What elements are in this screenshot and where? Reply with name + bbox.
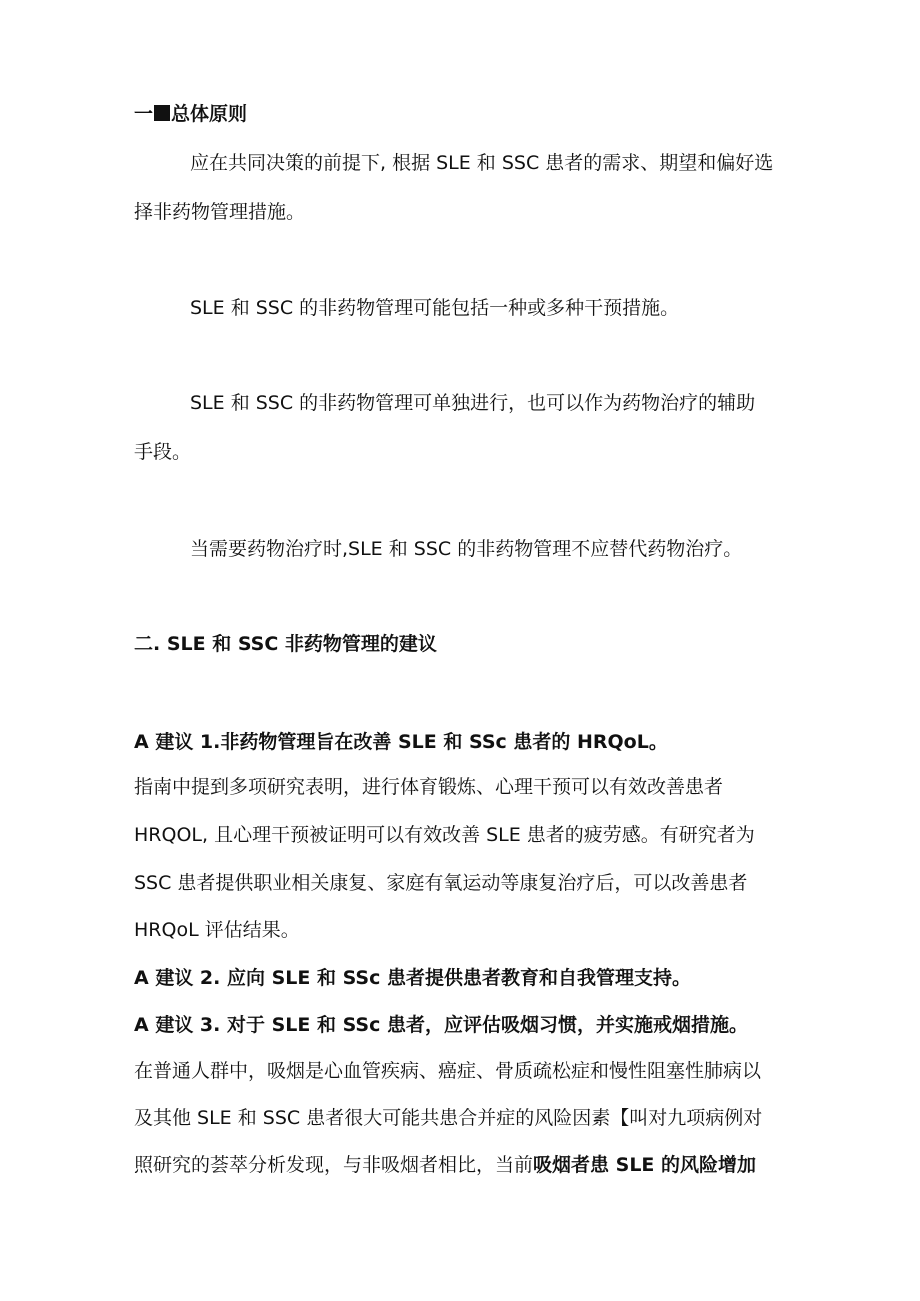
paragraph-line: SLE 和 SSC 的非药物管理可能包括一种或多种干预措施。 [190, 297, 680, 319]
rec3-body-line: 在普通人群中，吸烟是心血管疾病、癌症、骨质疏松症和慢性阻塞性肺病以 [134, 1060, 762, 1082]
recommendation-3: A 建议 3. 对于 SLE 和 SSc 患者，应评估吸烟习惯，并实施戒烟措施。 [134, 1014, 748, 1036]
rec1-body-line: HRQoL 评估结果。 [134, 919, 300, 941]
rec3-body-line-last [134, 1153, 756, 1177]
section2-heading: 二. SLE 和 SSC 非药物管理的建议 [134, 633, 437, 655]
recommendation-1: A 建议 1.非药物管理旨在改善 SLE 和 SSc 患者的 HRQoL。 [134, 731, 668, 753]
rec3-body-bold: 吸烟者患 SLE 的风险增加 [533, 1154, 757, 1176]
paragraph-line: 当需要药物治疗时,SLE 和 SSC 的非药物管理不应替代药物治疗。 [190, 538, 743, 560]
paragraph-line: 择非药物管理措施。 [134, 201, 306, 223]
rec3-body-line: 及其他 SLE 和 SSC 患者很大可能共患合并症的风险因素【叫对九项病例对 [134, 1107, 763, 1129]
rec1-body-line: SSC 患者提供职业相关康复、家庭有氧运动等康复治疗后，可以改善患者 [134, 872, 748, 894]
rec1-body-line: HRQOL, 且心理干预被证明可以有效改善 SLE 患者的疲劳感。有研究者为 [134, 824, 755, 846]
rec3-body-normal: 照研究的荟萃分析发现，与非吸烟者相比，当前 [134, 1154, 534, 1176]
bullet-square-icon [154, 105, 170, 121]
rec1-body-line: 指南中提到多项研究表明，进行体育锻炼、心理干预可以有效改善患者 [134, 776, 724, 798]
section1-prefix: 一 [134, 103, 154, 125]
recommendation-2: A 建议 2. 应向 SLE 和 SSc 患者提供患者教育和自我管理支持。 [134, 967, 691, 989]
section1-title: 总体原则 [171, 103, 248, 125]
paragraph-line: 应在共同决策的前提下, 根据 SLE 和 SSC 患者的需求、期望和偏好选 [190, 152, 774, 174]
section1-heading [134, 102, 247, 126]
paragraph-line: SLE 和 SSC 的非药物管理可单独进行，也可以作为药物治疗的辅助 [190, 392, 756, 414]
paragraph-line: 手段。 [134, 441, 192, 463]
